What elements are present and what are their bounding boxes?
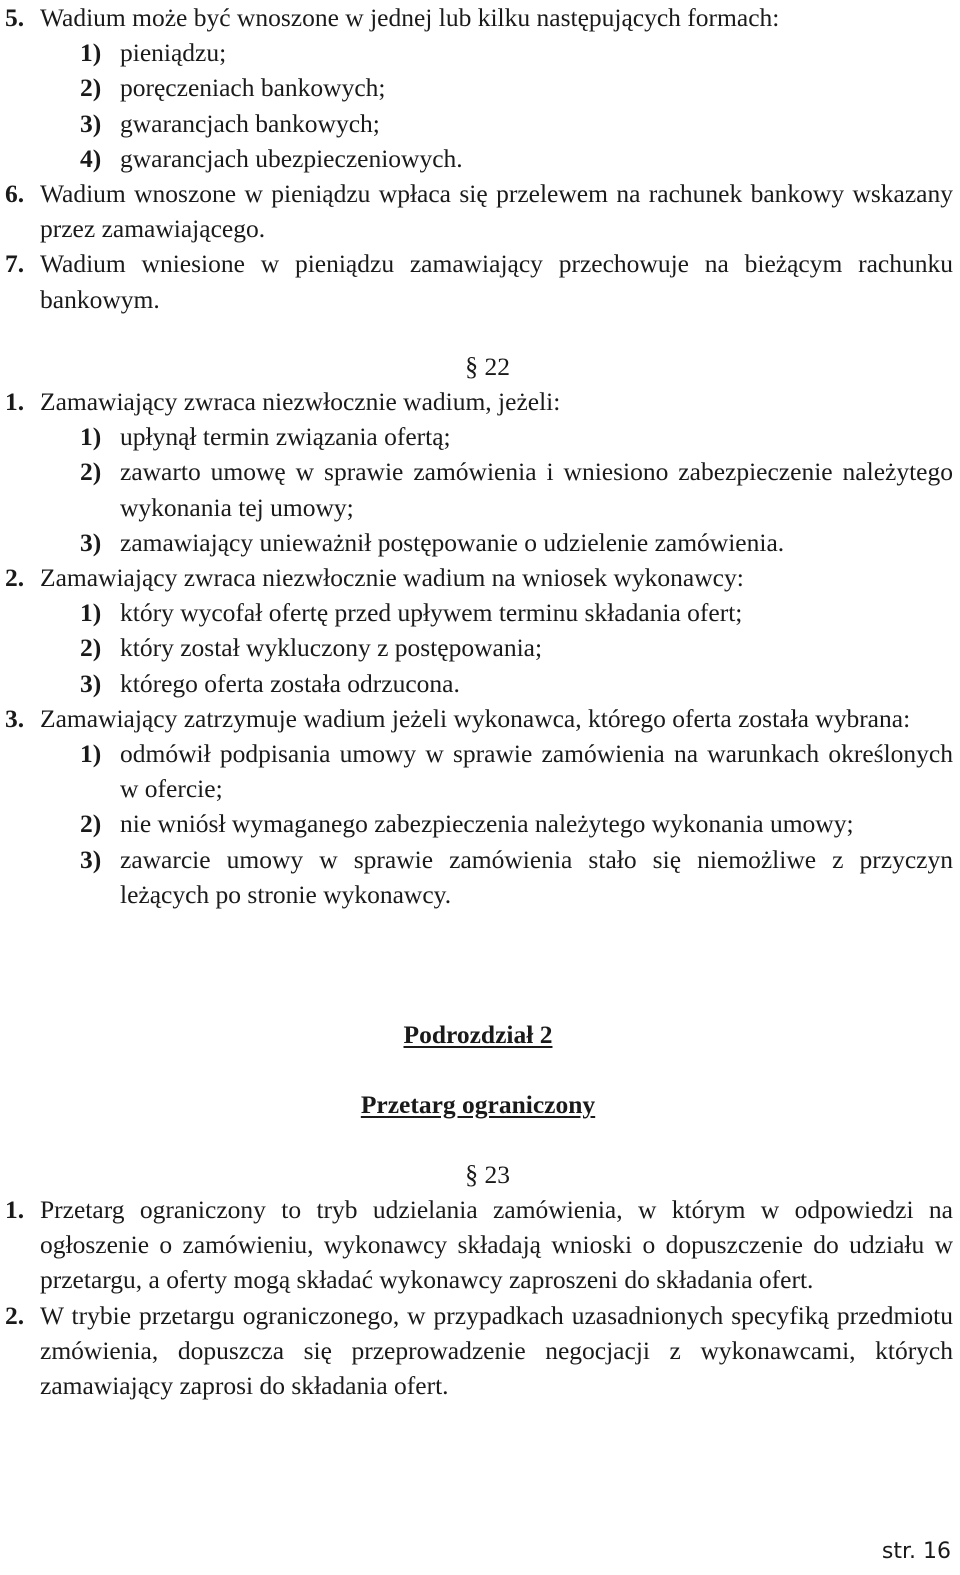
point-text: Zamawiający zwraca niezwłocznie wadium, jeżeli: (40, 387, 561, 416)
point-text: Wadium może być wnoszone w jednej lub kilku następujących formach: (40, 3, 780, 32)
point-6 (0, 176, 953, 246)
item-number: 3) (80, 668, 102, 698)
point-5 (0, 0, 953, 35)
item-number: 1) (80, 739, 102, 769)
paragraph-sign: § (465, 1160, 479, 1189)
section-number: 23 (484, 1160, 510, 1189)
section-number: 22 (484, 352, 510, 381)
point-1 (0, 1192, 953, 1298)
wadium-forms-block (0, 0, 960, 317)
point-text: Wadium wniesione w pieniądzu zamawiający przechowuje na bieżącym rachunku bankowym. (40, 249, 953, 314)
point-number: 7. (5, 249, 25, 279)
list-item (0, 419, 953, 454)
section-23-body (0, 1192, 960, 1403)
item-text: pieniądzu; (120, 38, 227, 68)
list-item (0, 842, 953, 912)
list-item (0, 736, 953, 806)
point-3 (0, 701, 953, 736)
item-number: 1) (80, 598, 102, 628)
subchapter-subtitle: Przetarg ograniczony (360, 1090, 596, 1119)
item-number: 2) (80, 809, 102, 839)
point-text: Zamawiający zatrzymuje wadium jeżeli wykonawca, którego oferta została wybrana: (40, 703, 911, 733)
paragraph-sign: § (465, 352, 479, 381)
point-7 (0, 246, 953, 316)
item-number: 2) (80, 457, 102, 487)
list-item (0, 666, 953, 701)
item-text: który wycofał ofertę przed upływem terminu składania ofert; (120, 598, 743, 628)
point-text: Wadium wnoszone w pieniądzu wpłaca się przelewem na rachunek bankowy wskazany przez zamawiającego. (40, 179, 953, 244)
point-number: 5. (5, 3, 25, 32)
section-22-body (0, 384, 960, 912)
item-text: gwarancjach bankowych; (120, 108, 380, 138)
point-1 (0, 384, 953, 419)
item-text: odmówił podpisania umowy w sprawie zamówienia na warunkach określonych w ofercie; (120, 739, 953, 804)
item-number: 4) (80, 143, 102, 173)
section-22-heading (0, 349, 960, 384)
list-item (0, 141, 953, 176)
item-text: gwarancjach ubezpieczeniowych. (120, 143, 463, 173)
list-item (0, 806, 953, 841)
point-text: W trybie przetargu ograniczonego, w przypadkach uzasadnionych specyfiką przedmiotu zmówienia, dopuszcza się przeprowadzenie negocjacji z wykonawcami, których zamawiający zaprosi do składania ofert. (40, 1300, 953, 1401)
point-text: Przetarg ograniczony to tryb udzielania zamówienia, w którym w odpowiedzi na ogłoszenie o zamówieniu, wykonawcy składają wnioski o dopuszczenie do udziału w przetargu, a oferty mogą składać wykonawcy zaproszeni do składania ofert. (40, 1195, 953, 1295)
section-23-heading (0, 1157, 960, 1192)
point-text: Zamawiający zwraca niezwłocznie wadium na wniosek wykonawcy: (40, 563, 744, 593)
point-number: 2. (5, 563, 25, 593)
list-item (0, 454, 953, 524)
item-number: 2) (80, 633, 102, 663)
item-number: 1) (80, 422, 102, 452)
point-number: 3. (5, 703, 25, 733)
point-number: 1. (5, 387, 25, 416)
list-item (0, 630, 953, 665)
item-number: 1) (80, 38, 102, 68)
item-text: zawarto umowę w sprawie zamówienia i wniesiono zabezpieczenie należytego wykonania tej umowy; (120, 457, 953, 522)
page-number: str. 16 (881, 1539, 951, 1564)
list-item (0, 106, 953, 141)
item-text: zamawiający unieważnił postępowanie o udzielenie zamówienia. (120, 527, 785, 557)
point-2 (0, 560, 953, 595)
item-text: którego oferta została odrzucona. (120, 668, 460, 698)
item-number: 3) (80, 108, 102, 138)
item-text: zawarcie umowy w sprawie zamówienia stało się niemożliwe z przyczyn leżących po stronie wykonawcy. (120, 844, 953, 909)
item-text: poręczeniach bankowych; (120, 73, 386, 103)
item-number: 3) (80, 844, 102, 874)
list-item (0, 35, 953, 70)
point-number: 1. (5, 1195, 25, 1224)
item-number: 3) (80, 527, 102, 557)
item-text: który został wykluczony z postępowania; (120, 633, 543, 663)
list-item (0, 595, 953, 630)
item-number: 2) (80, 73, 102, 103)
point-2 (0, 1298, 953, 1404)
subchapter-title: Podrozdział 2 (403, 1020, 553, 1049)
item-text: nie wniósł wymaganego zabezpieczenia należytego wykonania umowy; (120, 809, 854, 839)
item-text: upłynął termin związania ofertą; (120, 422, 451, 452)
point-number: 6. (5, 179, 25, 209)
point-number: 2. (5, 1300, 25, 1330)
list-item (0, 70, 953, 105)
list-item (0, 525, 953, 560)
